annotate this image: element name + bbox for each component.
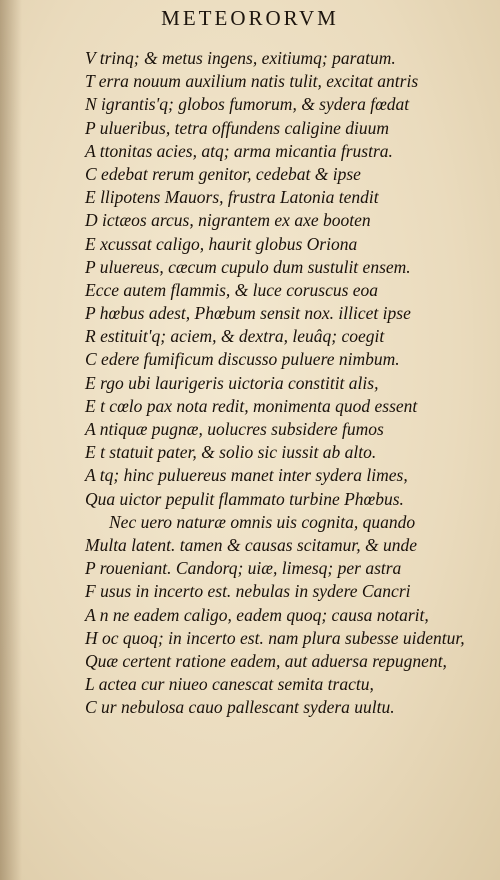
verse-line: E llipotens Mauors, frustra Latonia tendit [85,187,379,208]
verse-line: L actea cur niueo canescat semita tractu, [85,674,374,695]
verse-line: D ictæos arcus, nigrantem ex axe booten [85,210,371,231]
verse-line: A ntiquæ pugnæ, uolucres subsidere fumos [85,419,384,439]
verse-line: P roueniant. Candorq; uiæ, limesq; per astra [85,558,402,579]
verse-line: P hœbus adest, Phœbum sensit nox. illicet ipse [85,303,411,324]
verse-line: Ecce autem flammis, & luce coruscus eoa [85,279,379,300]
verse-line: N igrantis'q; globos fumorum, & sydera fœdat [85,94,410,115]
verse-line: E xcussat caligo, haurit globus Oriona [85,233,358,254]
verse-line: C ur nebulosa cauo pallescant sydera uultu. [85,697,395,718]
verse-line: P uluereus, cæcum cupulo dum sustulit ensem. [85,256,411,277]
verse-line: Qua uictor pepulit flammato turbine Phœbus. [85,488,404,509]
verse-line: R estituit'q; aciem, & dextra, leuâq; coegit [85,326,385,347]
verse-line: Multa latent. tamen & causas scitamur, & unde [85,534,417,555]
verse-line: C edebat rerum genitor, cedebat & ipse [85,163,361,184]
verse-line: T erra nouum auxilium natis tulit, excitat antris [85,71,419,92]
verse-line: E t statuit pater, & solio sic iussit ab alto. [85,442,377,463]
verse-line: V trinq; & metus ingens, exitiumq; paratum. [85,48,396,68]
verse-line: A ttonitas acies, atq; arma micantia frustra. [85,140,393,161]
verse-line: H oc quoq; in incerto est. nam plura subesse uidentur, [85,627,465,648]
verse-line: E t cœlo pax nota redit, monimenta quod essent [85,395,418,416]
verse-line: C edere fumificum discusso puluere nimbum. [85,349,400,370]
verse-line: E rgo ubi laurigeris uictoria constitit alis, [85,372,379,393]
verse-block [85,47,465,719]
verse-line: Nec uero naturæ omnis uis cognita, quando [109,511,416,532]
running-head: METEORORVM [161,6,339,30]
verse-line: A n ne eadem caligo, eadem quoq; causa notarit, [85,604,429,625]
verse-line: Quæ certent ratione eadem, aut aduersa repugnent, [85,650,447,671]
verse-line: A tq; hinc puluereus manet inter sydera limes, [85,465,408,486]
verse-line: P ulueribus, tetra offundens caligine diuum [85,117,389,138]
gutter-shadow [0,0,22,880]
verse-line: F usus in incerto est. nebulas in sydere Cancri [85,581,411,602]
